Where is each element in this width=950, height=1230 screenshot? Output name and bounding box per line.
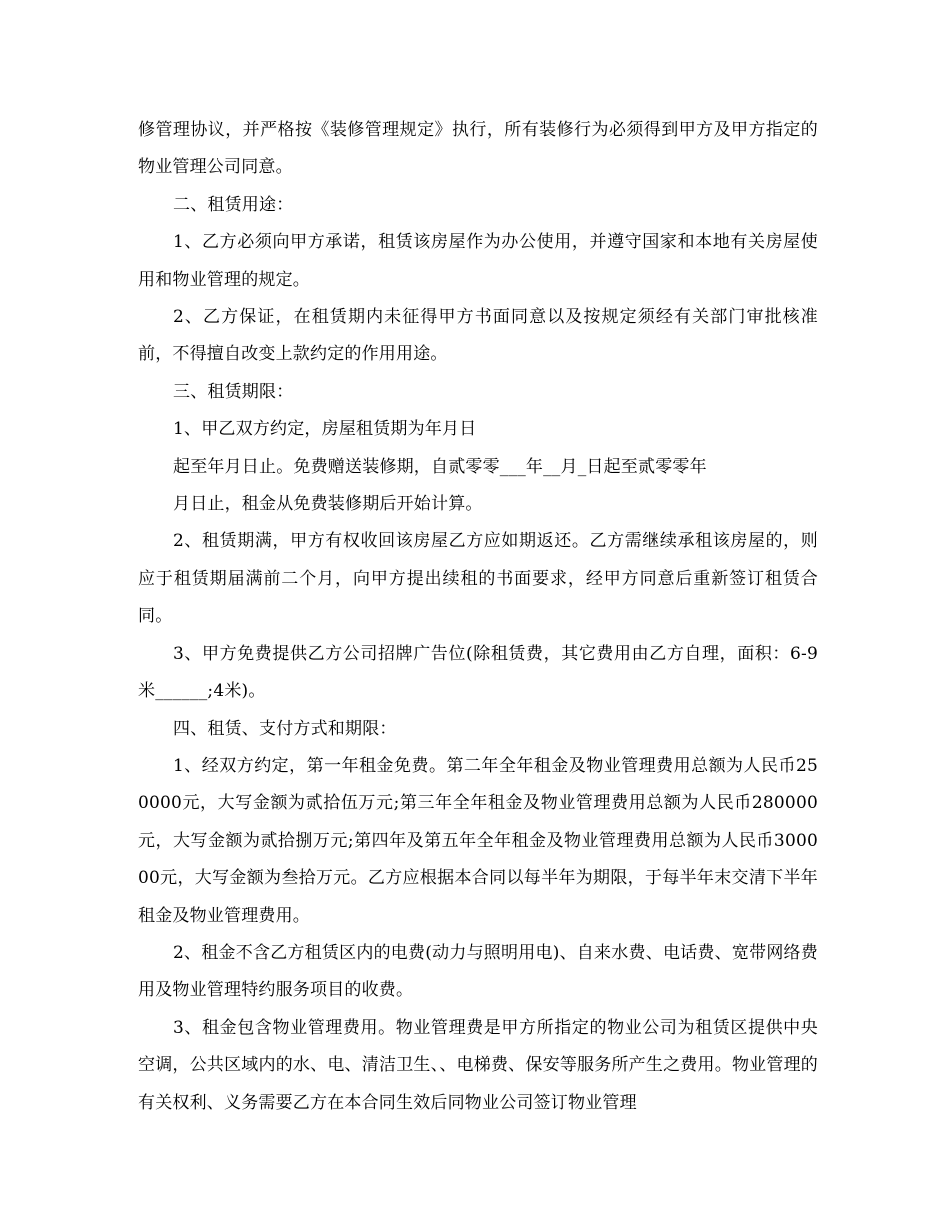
term-clause-1-line-1: 1、甲乙双方约定，房屋租赁期为年月日 — [173, 419, 477, 440]
usage-clause-2: 2、乙方保证，在租赁期内未征得甲方书面同意以及按规定须经有关部门审批核准前，不得擅自改变上款约定的作用用途。 — [138, 307, 818, 365]
term-clause-1-line-2: 起至年月日止。免费赠送装修期，自贰零零___年__月_日起至贰零零年 — [173, 456, 707, 477]
term-clause-2: 2、租赁期满，甲方有权收回该房屋乙方应如期返还。乙方需继续承租该房屋的，则应于租赁期届满前二个月，向甲方提出续租的书面要求，经甲方同意后重新签订租赁合同。 — [138, 531, 818, 627]
paragraph-continued-decoration: 修管理协议，并严格按《装修管理规定》执行，所有装修行为必须得到甲方及甲方指定的物业管理公司同意。 — [138, 120, 818, 178]
payment-clause-2: 2、租金不含乙方租赁区内的电费(动力与照明用电)、自来水费、电话费、宽带网络费用及物业管理特约服务项目的收费。 — [138, 942, 818, 1001]
section-heading-term: 三、租赁期限： — [173, 381, 294, 402]
usage-clause-1: 1、乙方必须向甲方承诺，租赁该房屋作为办公使用，并遵守国家和本地有关房屋使用和物业管理的规定。 — [138, 232, 818, 290]
section-heading-usage: 二、租赁用途： — [173, 194, 294, 215]
term-clause-1-line-3: 月日止，租金从免费装修期后开始计算。 — [173, 494, 483, 515]
payment-clause-3: 3、租金包含物业管理费用。物业管理费是甲方所指定的物业公司为租赁区提供中央空调，公共区域内的水、电、清洁卫生、、电梯费、保安等服务所产生之费用。物业管理的有关权利、义务需要乙方在本合同生效后同物业公司签订物业管理 — [138, 1017, 818, 1113]
term-clause-3: 3、甲方免费提供乙方公司招牌广告位(除租赁费，其它费用由乙方自理，面积：6-9米______;4米)。 — [138, 643, 818, 702]
section-heading-payment: 四、租赁、支付方式和期限： — [173, 718, 397, 739]
document-body — [138, 112, 818, 1122]
payment-clause-1: 1、经双方约定，第一年租金免费。第二年全年租金及物业管理费用总额为人民币250000元，大写金额为贰拾伍万元;第三年全年租金及物业管理费用总额为人民币280000元，大写金额为贰拾捌万元;第四年及第五年全年租金及物业管理费用总额为人民币300000元，大写金额为叁拾万元。乙方应根据本合同以每半年为期限，于每半年末交清下半年租金及物业管理费用。 — [138, 755, 818, 926]
